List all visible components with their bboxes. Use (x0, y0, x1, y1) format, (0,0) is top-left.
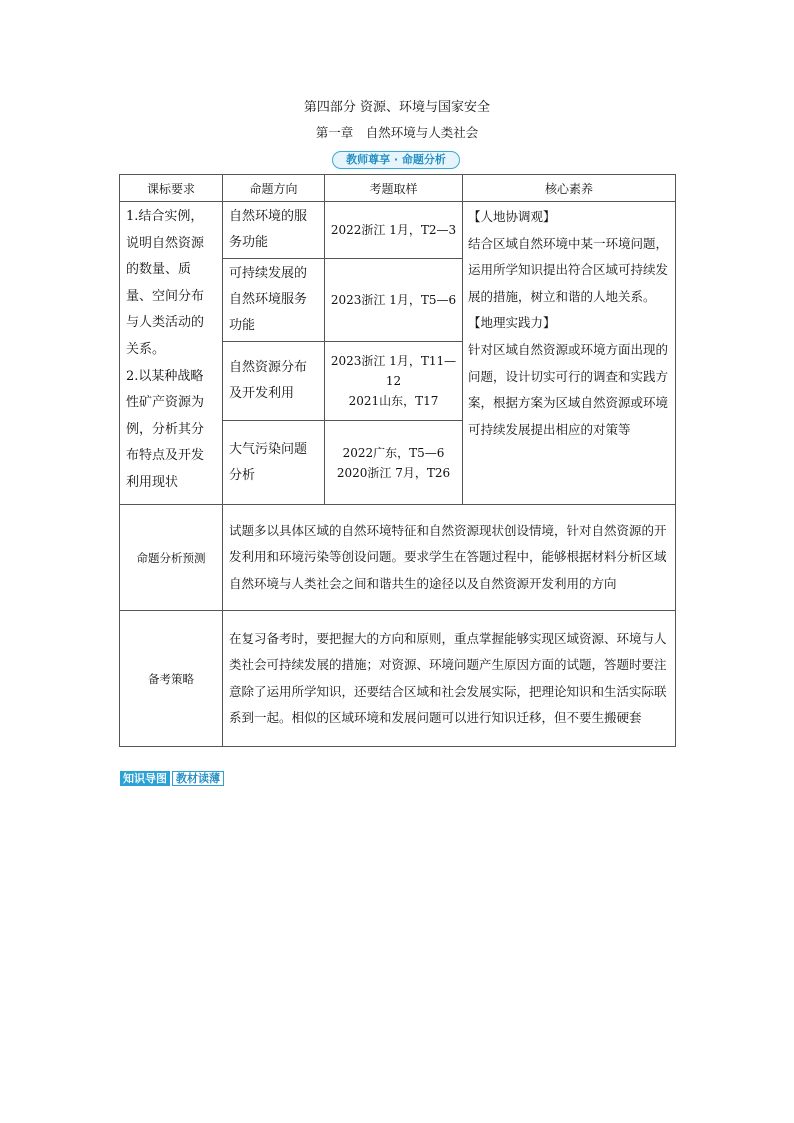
curriculum-requirement (120, 202, 223, 505)
direction-cell: 大气污染问题分析 (223, 421, 325, 505)
sample-cell: 2022浙江 1月，T2—3 (325, 202, 463, 259)
sample-cell: 2023浙江 1月，T11—12 2021山东，T17 (325, 342, 463, 421)
teacher-analysis-badge: 教师尊享 · 命题分析 (332, 151, 460, 169)
sample-cell: 2022广东，T5—6 2020浙江 7月，T26 (325, 421, 463, 505)
column-header: 核心素养 (463, 175, 676, 202)
sample-cell: 2023浙江 1月，T5—6 (325, 259, 463, 342)
table-row (120, 202, 676, 259)
section-badges (120, 771, 224, 787)
direction-cell: 自然资源分布及开发利用 (223, 342, 325, 421)
core-text: 针对区域自然资源或环境方面出现的问题，设计切实可行的调查和实践方案，根据方案为区域自然资源或环境可持续发展提出相应的对策等 (468, 341, 669, 437)
analysis-label: 命题分析预测 (120, 505, 223, 611)
core-literacy (463, 202, 676, 505)
analysis-table (119, 174, 676, 747)
direction-cell: 可持续发展的自然环境服务功能 (223, 259, 325, 342)
column-header: 命题方向 (223, 175, 325, 202)
core-heading: 【地理实践力】 (468, 315, 556, 331)
core-text: 结合区域自然环境中某一环境问题，运用所学知识提出符合区域可持续发展的措施，树立和谐的人地关系。 (468, 235, 669, 304)
chapter-title: 第一章 自然环境与人类社会 (315, 125, 479, 140)
analysis-text: 试题多以具体区域的自然环境特征和自然资源现状创设情境，针对自然资源的开发利用和环境污染等创设问题。要求学生在答题过程中，能够根据材料分析区域自然环境与人类社会之间和谐共生的途径以及自然资源开发利用的方向 (223, 505, 676, 611)
table-row (120, 611, 676, 747)
mindmap-badge: 知识导图 (120, 771, 170, 786)
requirement-text: 1.结合实例，说明自然资源的数量、质量、空间分布与人类活动的关系。 2.以某种战略性矿产资源为例，分析其分布特点及开发利用现状 (126, 209, 205, 490)
column-header: 课标要求 (120, 175, 223, 202)
core-heading: 【人地协调观】 (468, 209, 556, 224)
strategy-label: 备考策略 (120, 611, 223, 747)
table-header-row (120, 175, 676, 202)
column-header: 考题取样 (325, 175, 463, 202)
textbook-badge: 教材读薄 (172, 771, 224, 786)
direction-cell: 自然环境的服务功能 (223, 202, 325, 259)
table-row (120, 505, 676, 611)
strategy-text: 在复习备考时，要把握大的方向和原则，重点掌握能够实现区域资源、环境与人类社会可持续发展的措施；对资源、环境问题产生原因方面的试题，答题时要注意除了运用所学知识，还要结合区域和社会发展实际，把理论知识和生活实际联系到一起。相似的区域环境和发展问题可以进行知识迁移，但不要生搬硬套 (223, 611, 676, 747)
part-title: 第四部分 资源、环境与国家安全 (303, 100, 491, 115)
